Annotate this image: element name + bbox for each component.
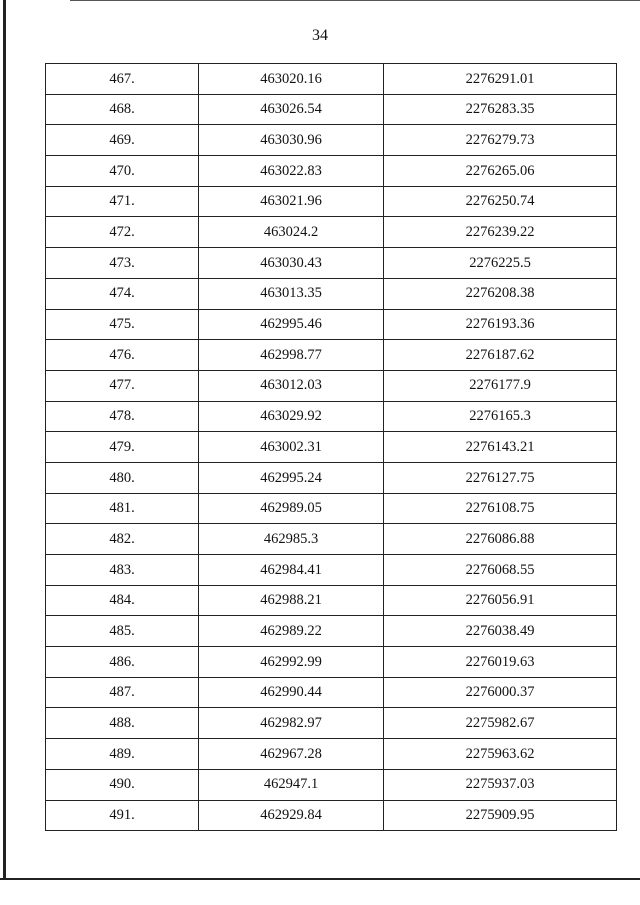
- x-coordinate-cell: 462998.77: [199, 340, 384, 371]
- table-row: [46, 401, 617, 432]
- page-number: 34: [312, 27, 328, 44]
- table-row: [46, 462, 617, 493]
- coordinates-table: [45, 63, 617, 831]
- x-coordinate-cell: 463022.83: [199, 156, 384, 187]
- y-coordinate-cell: 2276019.63: [384, 647, 617, 678]
- table-row: [46, 524, 617, 555]
- x-coordinate-cell: 462947.1: [199, 769, 384, 800]
- table-row: [46, 493, 617, 524]
- point-number-cell: 490.: [46, 769, 199, 800]
- point-number-cell: 472.: [46, 217, 199, 248]
- table-row: [46, 309, 617, 340]
- table-row: [46, 708, 617, 739]
- y-coordinate-cell: 2276283.35: [384, 94, 617, 125]
- x-coordinate-cell: 463021.96: [199, 186, 384, 217]
- point-number-cell: 491.: [46, 800, 199, 831]
- point-number-cell: 481.: [46, 493, 199, 524]
- point-number-cell: 478.: [46, 401, 199, 432]
- y-coordinate-cell: 2276279.73: [384, 125, 617, 156]
- table-row: [46, 217, 617, 248]
- x-coordinate-cell: 462985.3: [199, 524, 384, 555]
- table-row: [46, 555, 617, 586]
- y-coordinate-cell: 2276225.5: [384, 248, 617, 279]
- table-row: [46, 800, 617, 831]
- x-coordinate-cell: 463020.16: [199, 64, 384, 95]
- y-coordinate-cell: 2276038.49: [384, 616, 617, 647]
- scan-left-edge: [3, 0, 6, 878]
- y-coordinate-cell: 2275982.67: [384, 708, 617, 739]
- scan-bottom-edge: [0, 878, 640, 880]
- table-row: [46, 585, 617, 616]
- x-coordinate-cell: 462988.21: [199, 585, 384, 616]
- table-row: [46, 248, 617, 279]
- x-coordinate-cell: 462995.24: [199, 462, 384, 493]
- point-number-cell: 471.: [46, 186, 199, 217]
- y-coordinate-cell: 2275909.95: [384, 800, 617, 831]
- table-row: [46, 340, 617, 371]
- point-number-cell: 467.: [46, 64, 199, 95]
- point-number-cell: 486.: [46, 647, 199, 678]
- point-number-cell: 480.: [46, 462, 199, 493]
- table-row: [46, 432, 617, 463]
- y-coordinate-cell: 2276056.91: [384, 585, 617, 616]
- y-coordinate-cell: 2276291.01: [384, 64, 617, 95]
- y-coordinate-cell: 2276187.62: [384, 340, 617, 371]
- point-number-cell: 475.: [46, 309, 199, 340]
- y-coordinate-cell: 2276143.21: [384, 432, 617, 463]
- point-number-cell: 476.: [46, 340, 199, 371]
- x-coordinate-cell: 463030.96: [199, 125, 384, 156]
- table-row: [46, 64, 617, 95]
- y-coordinate-cell: 2276108.75: [384, 493, 617, 524]
- y-coordinate-cell: 2276000.37: [384, 677, 617, 708]
- x-coordinate-cell: 462989.05: [199, 493, 384, 524]
- y-coordinate-cell: 2276068.55: [384, 555, 617, 586]
- point-number-cell: 473.: [46, 248, 199, 279]
- x-coordinate-cell: 462967.28: [199, 739, 384, 770]
- x-coordinate-cell: 463012.03: [199, 370, 384, 401]
- point-number-cell: 484.: [46, 585, 199, 616]
- y-coordinate-cell: 2276250.74: [384, 186, 617, 217]
- coordinates-table-body: [46, 64, 617, 831]
- table-row: [46, 156, 617, 187]
- x-coordinate-cell: 462989.22: [199, 616, 384, 647]
- scan-top-edge: [70, 0, 640, 1]
- x-coordinate-cell: 462992.99: [199, 647, 384, 678]
- point-number-cell: 488.: [46, 708, 199, 739]
- table-row: [46, 739, 617, 770]
- table-row: [46, 647, 617, 678]
- x-coordinate-cell: 463013.35: [199, 278, 384, 309]
- table-row: [46, 616, 617, 647]
- table-row: [46, 186, 617, 217]
- point-number-cell: 477.: [46, 370, 199, 401]
- point-number-cell: 479.: [46, 432, 199, 463]
- table-row: [46, 94, 617, 125]
- y-coordinate-cell: 2276239.22: [384, 217, 617, 248]
- x-coordinate-cell: 462929.84: [199, 800, 384, 831]
- table-row: [46, 677, 617, 708]
- y-coordinate-cell: 2276193.36: [384, 309, 617, 340]
- point-number-cell: 483.: [46, 555, 199, 586]
- x-coordinate-cell: 463030.43: [199, 248, 384, 279]
- point-number-cell: 468.: [46, 94, 199, 125]
- y-coordinate-cell: 2276177.9: [384, 370, 617, 401]
- table-row: [46, 370, 617, 401]
- point-number-cell: 469.: [46, 125, 199, 156]
- x-coordinate-cell: 463026.54: [199, 94, 384, 125]
- table-row: [46, 278, 617, 309]
- x-coordinate-cell: 463002.31: [199, 432, 384, 463]
- y-coordinate-cell: 2276127.75: [384, 462, 617, 493]
- point-number-cell: 482.: [46, 524, 199, 555]
- x-coordinate-cell: 462984.41: [199, 555, 384, 586]
- y-coordinate-cell: 2276208.38: [384, 278, 617, 309]
- point-number-cell: 487.: [46, 677, 199, 708]
- point-number-cell: 489.: [46, 739, 199, 770]
- x-coordinate-cell: 462982.97: [199, 708, 384, 739]
- x-coordinate-cell: 462990.44: [199, 677, 384, 708]
- point-number-cell: 470.: [46, 156, 199, 187]
- y-coordinate-cell: 2276165.3: [384, 401, 617, 432]
- table-row: [46, 769, 617, 800]
- x-coordinate-cell: 463029.92: [199, 401, 384, 432]
- x-coordinate-cell: 462995.46: [199, 309, 384, 340]
- point-number-cell: 485.: [46, 616, 199, 647]
- table-row: [46, 125, 617, 156]
- point-number-cell: 474.: [46, 278, 199, 309]
- y-coordinate-cell: 2276086.88: [384, 524, 617, 555]
- y-coordinate-cell: 2276265.06: [384, 156, 617, 187]
- y-coordinate-cell: 2275937.03: [384, 769, 617, 800]
- x-coordinate-cell: 463024.2: [199, 217, 384, 248]
- y-coordinate-cell: 2275963.62: [384, 739, 617, 770]
